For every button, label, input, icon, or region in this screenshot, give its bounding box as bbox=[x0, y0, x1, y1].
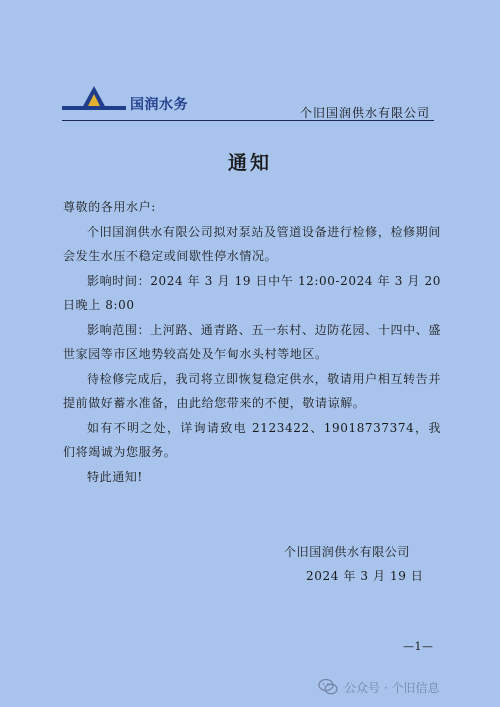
letterhead-company-name: 个旧国润供水有限公司 bbox=[299, 106, 430, 120]
header-divider bbox=[62, 120, 434, 121]
signature-company: 个旧国润供水有限公司 bbox=[284, 545, 411, 559]
body-paragraph: 影响时间：2024 年 3 月 19 日中午 12:00-2024 年 3 月 20 日晚上 8:00 bbox=[63, 273, 441, 312]
body-paragraph: 影响范围：上河路、通青路、五一东村、边防花园、十四中、盛世家园等市区地势较高处及乍甸水头村等地区。 bbox=[63, 322, 441, 361]
signature-date: 2024 年 3 月 19 日 bbox=[306, 569, 424, 583]
salutation: 尊敬的各用水户: bbox=[63, 200, 156, 214]
body-paragraph: 个旧国润供水有限公司拟对泵站及管道设备进行检修，检修期间会发生水压不稳定或间歇性停水情况。 bbox=[63, 224, 441, 263]
logo-text: 国润水务 bbox=[130, 97, 188, 113]
notice-title: 通知 bbox=[227, 152, 272, 174]
page-number: —1— bbox=[403, 640, 434, 653]
letterhead bbox=[62, 82, 434, 122]
body-paragraph: 特此通知! bbox=[87, 469, 143, 484]
signature-block bbox=[284, 540, 424, 588]
watermark bbox=[318, 676, 439, 698]
body-paragraph: 如有不明之处，详询请致电 2123422、19018737374，我们将竭诚为您服务。 bbox=[63, 420, 441, 459]
body-paragraph: 待检修完成后，我司将立即恢复稳定供水，敬请用户相互转告并提前做好蓄水准备，由此给您带来的不便，敬请谅解。 bbox=[63, 371, 441, 410]
watermark-text: 公众号 · 个旧信息 bbox=[344, 680, 440, 695]
company-logo-icon bbox=[62, 84, 126, 114]
notice-body bbox=[63, 195, 441, 489]
wechat-icon bbox=[318, 678, 338, 696]
